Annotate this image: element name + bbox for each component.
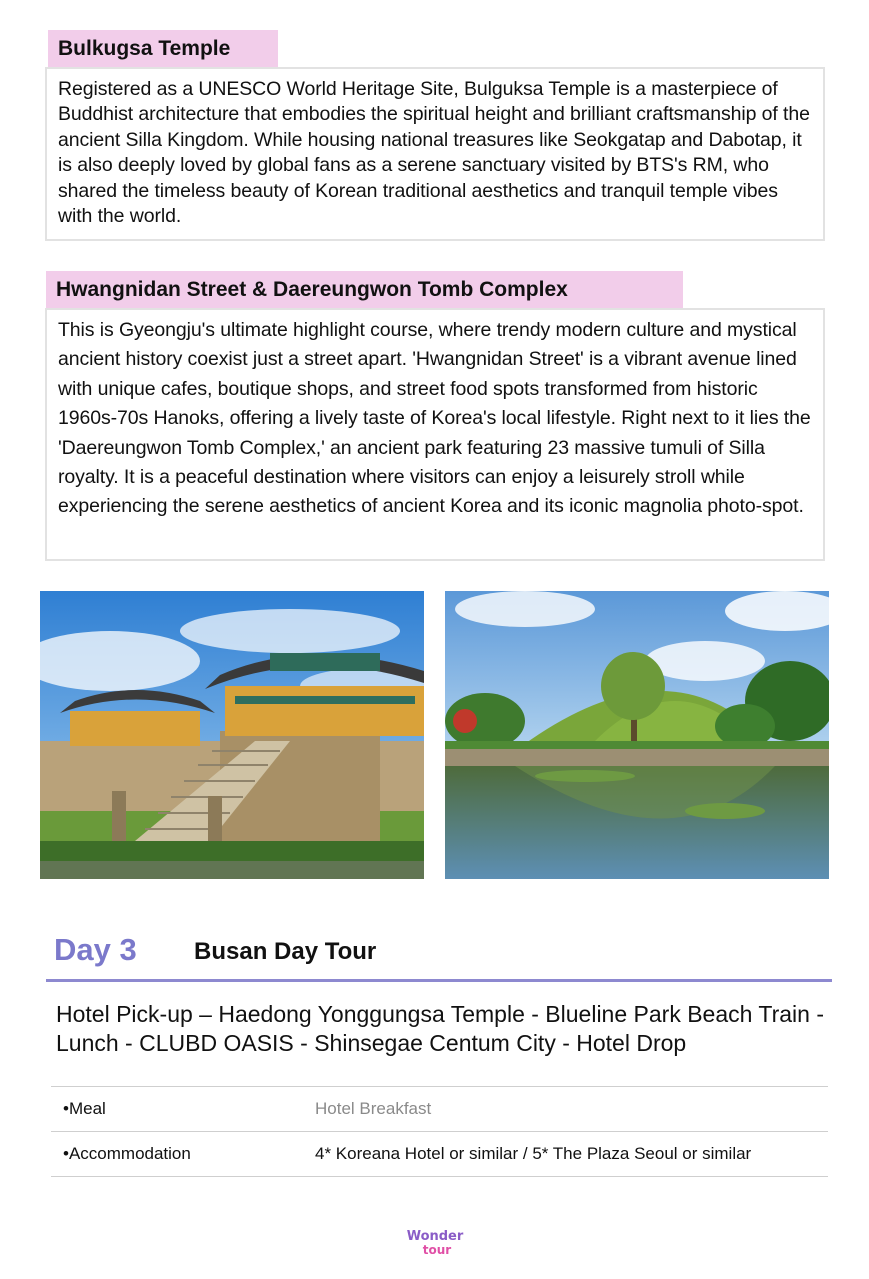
section-title-bulguksa: Bulkugsa Temple xyxy=(48,30,278,67)
day-divider xyxy=(46,979,832,982)
meal-label: •Meal xyxy=(51,1087,315,1132)
accommodation-label: •Accommodation xyxy=(51,1132,315,1177)
bulguksa-body-text: Registered as a UNESCO World Heritage Site, Bulguksa Temple is a masterpiece of Buddhist architecture that embodies the spiritual height and brilliant craftsmanship of the ancient Silla Kingdom. While housing national treasures like Seokgatap and Dabotap, it is also deeply loved by global fans as a serene sanctuary visited by BTS's RM, who shared the timeless beauty of Korean traditional aesthetics and tranquil temple vibes with the world. xyxy=(58,78,810,228)
logo-text-line2: tour xyxy=(422,1243,452,1257)
day-title: Busan Day Tour xyxy=(194,938,377,965)
table-row-meal xyxy=(51,1087,828,1132)
section-title-hwangnidan: Hwangnidan Street & Daereungwon Tomb Complex xyxy=(46,271,683,309)
hwangnidan-body-text: This is Gyeongju's ultimate highlight course, where trendy modern culture and mystical ancient history coexist just a street apart. 'Hwangnidan Street' is a vibrant avenue lined with unique cafes, boutique shops, and street food spots transformed from historic 1960s-70s Hanoks, offering a lively taste of Korea's local lifestyle. Right next to it lies the 'Daereungwon Tomb Complex,' an ancient park featuring 23 massive tumuli of Silla royalty. It is a peaceful destination where visitors can enjoy a leisurely stroll while experiencing the serene aesthetics of ancient Korea and its iconic magnolia photo-spot. xyxy=(58,319,811,518)
meal-value: Hotel Breakfast xyxy=(315,1087,828,1132)
wondertour-logo xyxy=(401,1226,469,1258)
section-description-bulguksa xyxy=(45,67,825,241)
tour-info-table xyxy=(51,1086,828,1177)
daereungwon-tomb-photo xyxy=(445,591,829,879)
day-itinerary: Hotel Pick-up – Haedong Yonggungsa Temple - Blueline Park Beach Train - Lunch - CLUBD OASIS - Shinsegae Centum City - Hotel Drop xyxy=(56,1001,824,1056)
bulguksa-temple-photo xyxy=(40,591,424,879)
section-description-hwangnidan xyxy=(45,308,825,561)
accommodation-value: 4* Koreana Hotel or similar / 5* The Plaza Seoul or similar xyxy=(315,1132,828,1177)
logo-text-line1: Wonder xyxy=(406,1229,464,1244)
table-row-accommodation xyxy=(51,1132,828,1177)
day-number: Day 3 xyxy=(54,932,137,967)
